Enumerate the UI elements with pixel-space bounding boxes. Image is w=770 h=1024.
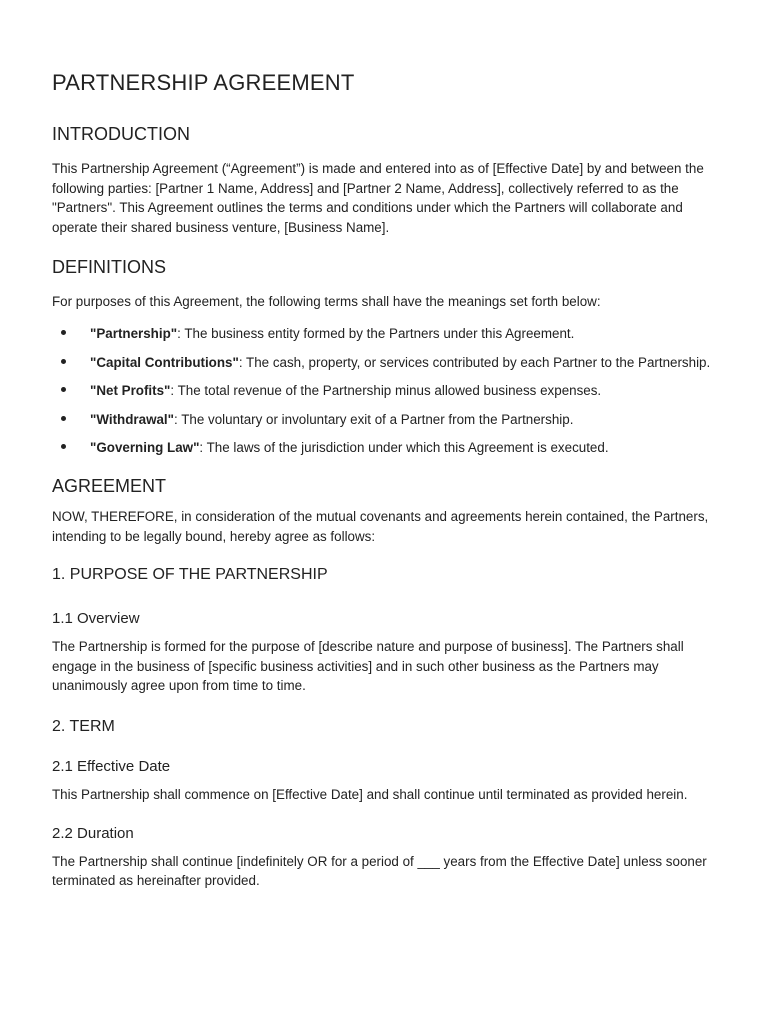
list-item [52, 438, 720, 458]
introduction-paragraph: This Partnership Agreement (“Agreement”) is made and entered into as of [Effective Date] by and between the following parties: [Partner 1 Name, Address] and [Partner 2 Name, Address], collectively referred to as the "Partners". This Agreement outlines the terms and conditions under which the Partners will collaborate and operate their shared business venture, [Business Name]. [52, 161, 704, 235]
effective-date-paragraph: This Partnership shall commence on [Effective Date] and shall continue until terminated as provided herein. [52, 786, 688, 802]
purpose-heading: 1. PURPOSE OF THE PARTNERSHIP [52, 566, 328, 584]
duration-paragraph: The Partnership shall continue [indefinitely OR for a period of ___ years from the Effective Date] unless sooner terminated as hereinafter provided. [52, 853, 707, 889]
bullet-icon [61, 359, 66, 364]
effective-date-heading: 2.1 Effective Date [52, 757, 171, 775]
introduction-heading: INTRODUCTION [52, 124, 190, 144]
definition-text: : The voluntary or involuntary exit of a Partner from the Partnership. [174, 411, 574, 427]
definition-text: : The laws of the jurisdiction under which this Agreement is executed. [199, 440, 609, 456]
duration-heading: 2.2 Duration [52, 824, 134, 842]
term-heading: 2. TERM [52, 717, 115, 735]
definition-term: "Withdrawal" [90, 411, 174, 427]
list-item [52, 381, 720, 401]
definitions-lead: For purposes of this Agreement, the following terms shall have the meanings set forth below: [52, 294, 601, 310]
definition-term: "Governing Law" [90, 440, 200, 456]
definition-text: : The total revenue of the Partnership minus allowed business expenses. [170, 383, 602, 399]
definition-text: : The business entity formed by the Partners under this Agreement. [177, 325, 575, 341]
overview-heading: 1.1 Overview [52, 610, 140, 628]
definition-text: : The cash, property, or services contributed by each Partner to the Partnership. [238, 354, 711, 370]
bullet-icon [61, 387, 66, 392]
bullet-icon [61, 330, 66, 335]
definition-term: "Capital Contributions" [90, 354, 239, 370]
definition-term: "Partnership" [90, 325, 178, 341]
list-item [52, 410, 720, 430]
overview-paragraph: The Partnership is formed for the purpose of [describe nature and purpose of business]. The Partners shall engage in the business of [specific business activities] and in such other business as the Partners may unanimously agree upon from time to time. [52, 639, 684, 694]
definitions-heading: DEFINITIONS [52, 257, 167, 278]
bullet-icon [61, 444, 66, 449]
list-item [52, 353, 720, 373]
agreement-paragraph: NOW, THEREFORE, in consideration of the mutual covenants and agreements herein contained, the Partners, intending to be legally bound, hereby agree as follows: [52, 508, 709, 544]
agreement-heading: AGREEMENT [52, 475, 167, 496]
document-title: PARTNERSHIP AGREEMENT [52, 70, 355, 95]
bullet-icon [61, 416, 66, 421]
definition-term: "Net Profits" [90, 383, 171, 399]
definitions-list [52, 324, 720, 458]
list-item [52, 324, 720, 344]
